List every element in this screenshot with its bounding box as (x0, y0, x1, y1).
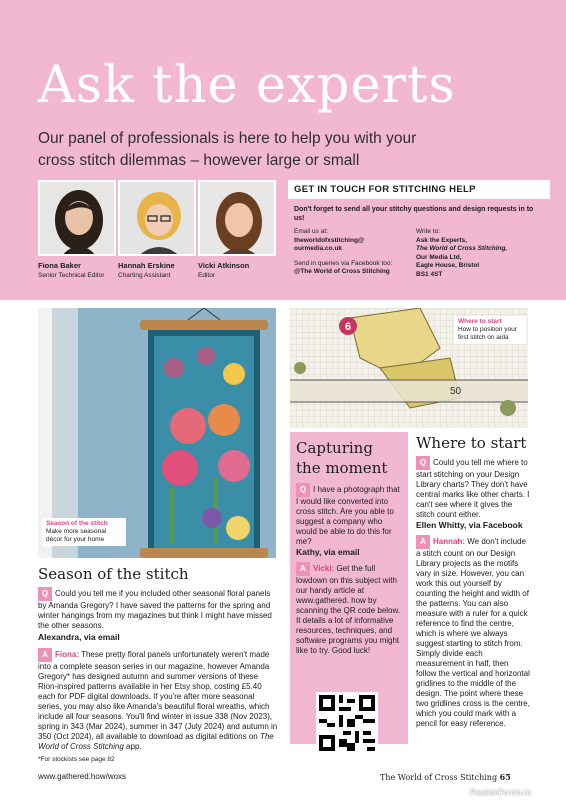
expert-photo-vicki (198, 180, 276, 256)
season-section (38, 565, 278, 752)
expert-card-vicki (198, 180, 276, 279)
moment-heading (296, 438, 402, 478)
address-line: Eagle House, Bristol (416, 262, 480, 269)
question-badge: Q (296, 483, 310, 497)
chart-photo-caption (454, 316, 526, 344)
expert-photo-hannah (118, 180, 196, 256)
contact-address-column (416, 228, 546, 279)
caption-text: How to position your first stitch on aida (458, 326, 517, 341)
start-section (416, 434, 530, 729)
answerer-name: Vicki: (313, 564, 335, 574)
question-badge: Q (416, 456, 430, 470)
answer-italic: The World of Cross Stitching (38, 732, 274, 751)
expert-name: Fiona Baker (38, 261, 81, 270)
question-badge: Q (38, 587, 52, 601)
page-subtitle: Our panel of professionals is here to help you with your cross stitch dilemmas – however large or small (38, 130, 417, 169)
footer-url[interactable]: www.gathered.how/woxs (38, 772, 127, 781)
expert-name: Vicki Atkinson (198, 261, 250, 270)
stockist-note: *For stockists see page 82 (38, 756, 115, 763)
header-band (0, 0, 566, 300)
footer-magazine (380, 772, 511, 782)
start-asker: Ellen Whitty, via Facebook (416, 520, 523, 530)
expert-card-fiona (38, 180, 116, 279)
email-address[interactable]: theworldofxstitching@ ourmedia.co.uk (294, 236, 365, 252)
answer-text: Get the full lowdown on this subject with our handy article at www.gathered. how by scanning the QR code below. It details a lot of informative resources, techniques, and software programs you might like to try. Good luck! (296, 564, 401, 655)
answer-badge: A (296, 562, 310, 576)
expert-card-hannah (118, 180, 196, 279)
moment-asker: Kathy, via email (296, 547, 360, 557)
expert-role: Senior Technical Editor (38, 272, 105, 279)
qr-code[interactable] (316, 692, 378, 754)
answer-badge: A (416, 535, 430, 549)
start-heading: Where to start (416, 434, 527, 452)
question-text: Could you tell me where to start stitching on your Design Library charts? They don't have central marks like other charts. I can't see where it gives the stitch count either. (416, 458, 530, 519)
email-label: Email us at: (294, 228, 328, 235)
answer-badge: A (38, 648, 52, 662)
watermark: PassionForum.ru (470, 788, 531, 797)
contact-intro: Don't forget to send all your stitchy questions and design requests in to us! (294, 206, 534, 222)
season-question (38, 587, 278, 631)
caption-text: Make more seasonal décor for your home (46, 528, 107, 543)
moment-answer (296, 562, 402, 656)
answerer-name: Hannah: (433, 537, 465, 547)
expert-role: Charting Assistant (118, 272, 171, 279)
season-asker: Alexandra, via email (38, 632, 120, 642)
question-text: Could you tell me if you included other seasonal floral panels by Amanda Gregory? I have saved the patterns for the spring and winter hangings from my magazines but think I might have missed the other seasons. (38, 589, 272, 630)
start-answer (416, 535, 530, 729)
expert-name: Hannah Erskine (118, 261, 175, 270)
address-line: BS1 4ST (416, 270, 443, 278)
contact-box (288, 180, 550, 288)
facebook-handle[interactable]: @The World of Cross Stitching (294, 268, 390, 275)
moment-question (296, 483, 402, 547)
start-question (416, 456, 530, 520)
address-line: The World of Cross Stitching, (416, 245, 508, 252)
answer-end: app. (126, 742, 142, 751)
contact-heading: GET IN TOUCH FOR STITCHING HELP (288, 180, 550, 199)
expert-role: Editor (198, 272, 215, 279)
caption-title: Where to start (458, 318, 502, 325)
floral-panel-photo (38, 308, 276, 558)
address-line: Ask the Experts, (416, 236, 467, 244)
write-label: Write to: (416, 228, 441, 235)
question-text: I have a photograph that I would like converted into cross stitch. Are you able to suggest a company who would be able to do this for me? (296, 485, 400, 546)
moment-heading-line2: the moment (296, 459, 388, 477)
chart-detail-photo (290, 308, 528, 428)
season-answer (38, 648, 278, 752)
moment-heading-line1: Capturing (296, 439, 373, 457)
magazine-name: The World of Cross Stitching (380, 773, 498, 782)
page-number: 65 (499, 772, 511, 782)
answerer-name: Fiona: (55, 650, 79, 660)
contact-email-column (294, 228, 414, 277)
chart-number-badge: 6 (344, 321, 352, 333)
answer-text: These pretty floral panels unfortunately weren't made into a complete season series in our magazine, however Amanda Gregory* has designed autumn and summer versions of these Rion-inspired patterns available in her Etsy shop, costing £5.40 each for PDF digital downloads. If you're after more seasonal series, you may also like Amanda's beautiful floral wreaths, which include all four seasons. You'll find winter in issue 338 (Nov 2023), spring in 343 (Mar 2024), summer in 347 (July 2024) and autumn in 350 (Oct 2024), all available to download as digital editions on (38, 650, 278, 741)
floral-photo-caption (42, 518, 126, 546)
chart-ruler-number: 50 (450, 386, 462, 397)
page-title: Ask the experts (38, 56, 456, 115)
facebook-label: Send in queries via Facebook too: (294, 259, 393, 267)
expert-photo-fiona (38, 180, 116, 256)
answer-text: We don't include a stitch count on our Design Library projects as the motifs vary in size. However, you can work this out yourself by counting the height and width of the patterns. You can also measure with a ruler for a quick reference to find the centre, which is where we always suggest starting to stitch from. Simply divide each measurement in half, then follow the vertical and horizontal gridlines to the middle of the design. The point where these two gridlines cross is the centre, which you could mark with a pencil for easy reference. (416, 537, 530, 728)
caption-title: Season of the stitch (46, 520, 108, 527)
season-heading: Season of the stitch (38, 565, 189, 583)
address-line: Our Media Ltd, (416, 253, 462, 261)
